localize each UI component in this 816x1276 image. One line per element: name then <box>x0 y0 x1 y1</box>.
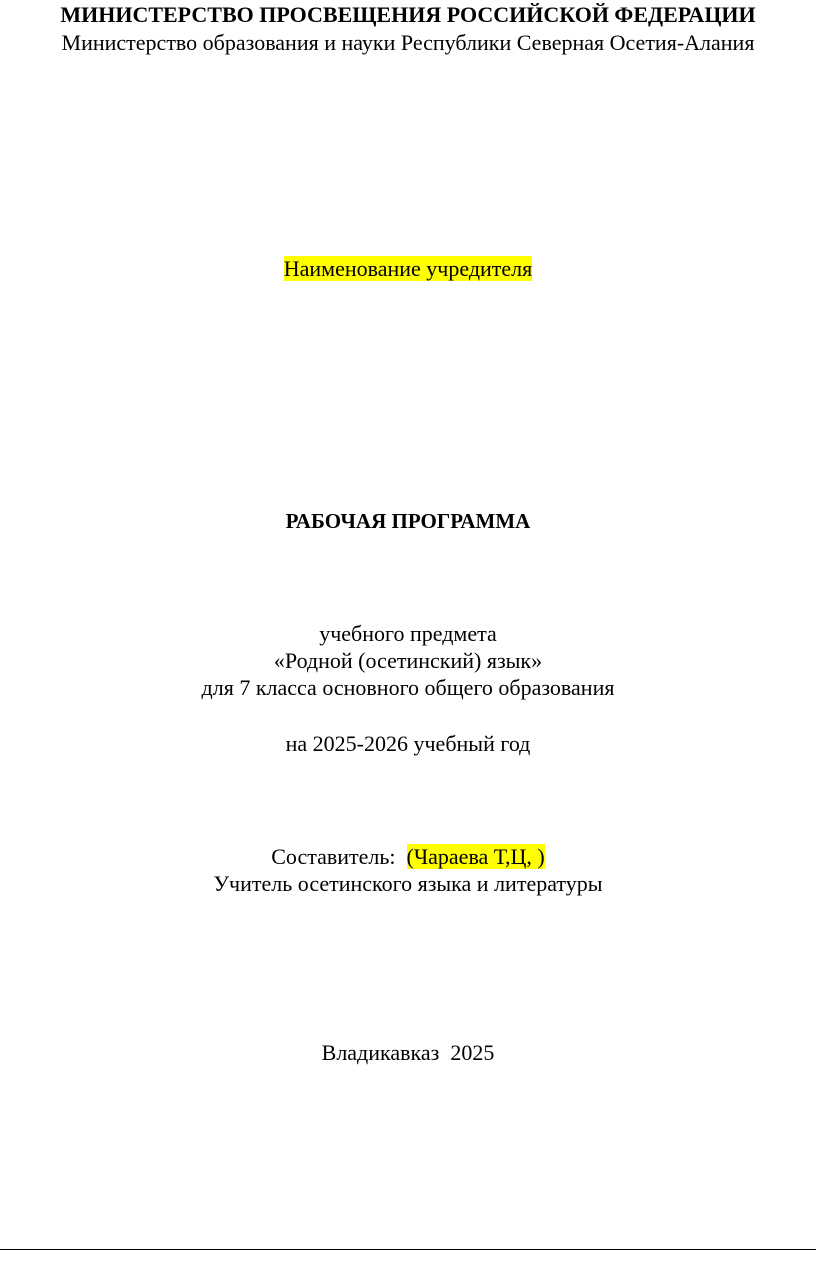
page-bottom-divider <box>0 1249 816 1250</box>
city-year: Владикавказ 2025 <box>321 1040 495 1065</box>
founder-placeholder: Наименование учредителя <box>283 256 533 281</box>
author-name: (Чараева Т,Ц, ) <box>406 844 545 869</box>
founder-line <box>0 256 816 282</box>
program-subject-name: «Родной (осетинский) язык» <box>273 648 543 673</box>
regional-ministry-line: Министерство образования и науки Республики Северная Осетия-Алания <box>61 30 755 55</box>
author-position: Учитель осетинского языка и литературы <box>213 871 603 896</box>
program-year: на 2025-2026 учебный год <box>285 731 531 756</box>
program-grade: для 7 класса основного общего образования <box>201 675 615 700</box>
author-label: Составитель: <box>271 844 396 869</box>
author-line <box>0 844 816 870</box>
program-title: РАБОЧАЯ ПРОГРАММА <box>285 509 531 533</box>
ministry-heading: МИНИСТЕРСТВО ПРОСВЕЩЕНИЯ РОССИЙСКОЙ ФЕДЕРАЦИИ <box>60 2 756 27</box>
program-subject-intro: учебного предмета <box>319 621 497 646</box>
